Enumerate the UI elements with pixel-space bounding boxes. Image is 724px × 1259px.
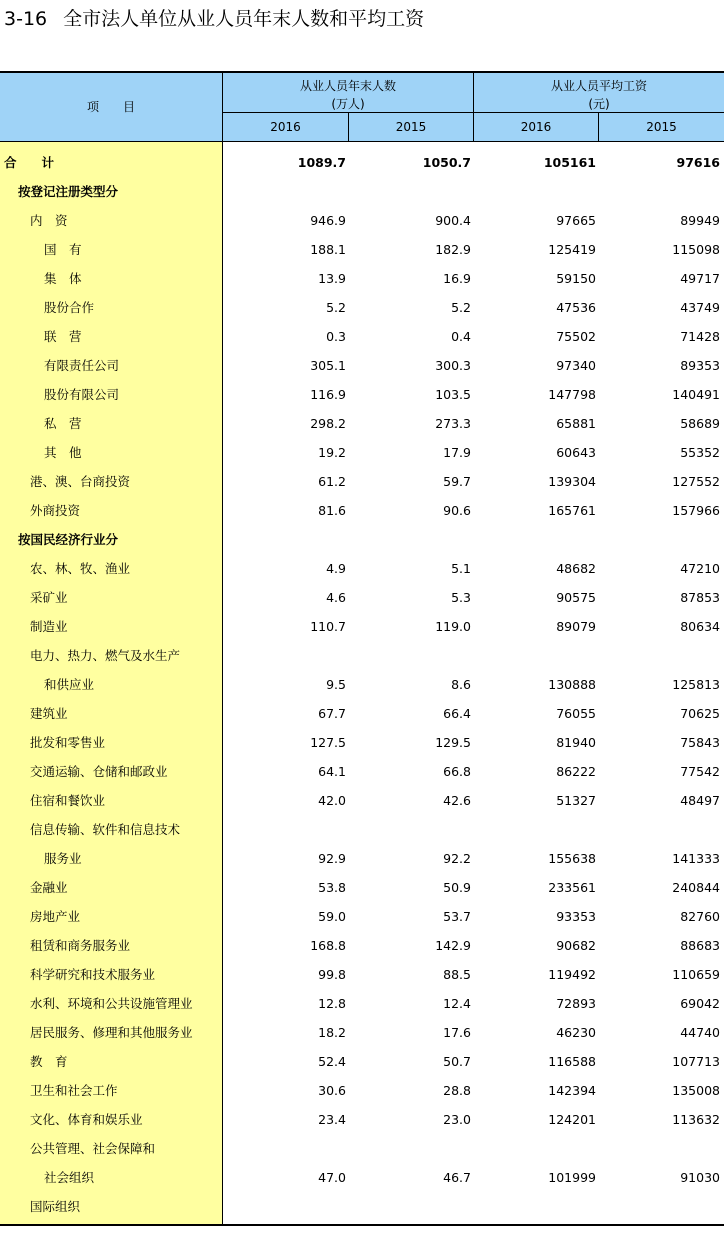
employees-2016-cell: 92.9 bbox=[318, 851, 346, 866]
header-divider bbox=[222, 73, 223, 141]
employees-2015-cell: 129.5 bbox=[435, 735, 471, 750]
wage-2015-cell: 125813 bbox=[672, 677, 720, 692]
table-row bbox=[0, 351, 724, 380]
row-label: 农、林、牧、渔业 bbox=[30, 561, 131, 576]
employees-2016-cell: 188.1 bbox=[310, 242, 346, 257]
employees-2016-cell: 305.1 bbox=[310, 358, 346, 373]
employees-2016-cell: 4.6 bbox=[326, 590, 346, 605]
employees-2016-cell: 116.9 bbox=[310, 387, 346, 402]
table-row bbox=[0, 815, 724, 844]
wage-2015-cell: 89353 bbox=[680, 358, 720, 373]
table-row bbox=[0, 293, 724, 322]
header-divider bbox=[348, 113, 349, 141]
employees-2016-cell: 99.8 bbox=[318, 967, 346, 982]
table-row bbox=[0, 1105, 724, 1134]
employees-2016-cell: 19.2 bbox=[318, 445, 346, 460]
wage-2016-cell: 116588 bbox=[548, 1054, 596, 1069]
wage-2015-cell: 135008 bbox=[672, 1083, 720, 1098]
row-label: 文化、体育和娱乐业 bbox=[30, 1112, 143, 1127]
table-row bbox=[0, 989, 724, 1018]
table-row bbox=[0, 380, 724, 409]
wage-2016-cell: 93353 bbox=[556, 909, 596, 924]
employees-2016-cell: 0.3 bbox=[326, 329, 346, 344]
employees-2015-cell: 59.7 bbox=[443, 474, 471, 489]
table-row bbox=[0, 438, 724, 467]
employees-2015-cell: 5.2 bbox=[451, 300, 471, 315]
row-label: 金融业 bbox=[30, 880, 68, 895]
table-row bbox=[0, 467, 724, 496]
employees-2016-cell: 59.0 bbox=[318, 909, 346, 924]
employees-2015-cell: 273.3 bbox=[435, 416, 471, 431]
table-row bbox=[0, 641, 724, 670]
table-row bbox=[0, 757, 724, 786]
row-label: 采矿业 bbox=[30, 590, 68, 605]
row-label: 住宿和餐饮业 bbox=[30, 793, 106, 808]
table-row bbox=[0, 235, 724, 264]
row-label: 港、澳、台商投资 bbox=[30, 474, 131, 489]
employees-2015-cell: 50.7 bbox=[443, 1054, 471, 1069]
table-row bbox=[0, 1134, 724, 1163]
row-label: 有限责任公司 bbox=[44, 358, 120, 373]
wage-2016-cell: 147798 bbox=[548, 387, 596, 402]
employees-2015-cell: 53.7 bbox=[443, 909, 471, 924]
wage-2016-cell: 125419 bbox=[548, 242, 596, 257]
wage-2015-cell: 97616 bbox=[676, 155, 720, 170]
row-label: 合 计 bbox=[4, 155, 55, 170]
row-label: 股份合作 bbox=[44, 300, 95, 315]
employees-2015-cell: 8.6 bbox=[451, 677, 471, 692]
wage-2015-cell: 87853 bbox=[680, 590, 720, 605]
row-label: 信息传输、软件和信息技术 bbox=[30, 822, 181, 837]
employees-2015-cell: 142.9 bbox=[435, 938, 471, 953]
row-label: 公共管理、社会保障和 bbox=[30, 1141, 156, 1156]
employees-2016-cell: 9.5 bbox=[326, 677, 346, 692]
wage-2016-cell: 47536 bbox=[556, 300, 596, 315]
table-row bbox=[0, 525, 724, 554]
wage-2015-cell: 71428 bbox=[680, 329, 720, 344]
row-label: 教 育 bbox=[30, 1054, 68, 1069]
table-row bbox=[0, 1192, 724, 1221]
wage-2016-cell: 97665 bbox=[556, 213, 596, 228]
employees-2016-cell: 42.0 bbox=[318, 793, 346, 808]
header-divider bbox=[598, 113, 599, 141]
wage-unit: (元) bbox=[588, 97, 610, 111]
row-label: 房地产业 bbox=[30, 909, 81, 924]
wage-2016-cell: 101999 bbox=[548, 1170, 596, 1185]
wage-2016-cell: 155638 bbox=[548, 851, 596, 866]
table-row bbox=[0, 902, 724, 931]
wage-2016-cell: 76055 bbox=[556, 706, 596, 721]
wage-2016-cell: 233561 bbox=[548, 880, 596, 895]
employees-2015-cell: 90.6 bbox=[443, 503, 471, 518]
wage-2015-cell: 140491 bbox=[672, 387, 720, 402]
row-label: 内 资 bbox=[30, 213, 68, 228]
employees-2015-cell: 0.4 bbox=[451, 329, 471, 344]
employees-2016-cell: 13.9 bbox=[318, 271, 346, 286]
item-column-header: 项 目 bbox=[86, 100, 135, 114]
wage-2015-cell: 115098 bbox=[672, 242, 720, 257]
employees-2015-cell: 92.2 bbox=[443, 851, 471, 866]
employees-2016-cell: 5.2 bbox=[326, 300, 346, 315]
wage-2015-cell: 44740 bbox=[680, 1025, 720, 1040]
employees-2015-cell: 50.9 bbox=[443, 880, 471, 895]
year-header: 2015 bbox=[646, 120, 677, 134]
row-label: 和供应业 bbox=[44, 677, 95, 692]
wage-2015-cell: 77542 bbox=[680, 764, 720, 779]
table-row bbox=[0, 322, 724, 351]
employees-2016-cell: 18.2 bbox=[318, 1025, 346, 1040]
row-label: 水利、环境和公共设施管理业 bbox=[30, 996, 193, 1011]
employees-2015-cell: 23.0 bbox=[443, 1112, 471, 1127]
wage-2015-cell: 43749 bbox=[680, 300, 720, 315]
employees-2015-cell: 5.3 bbox=[451, 590, 471, 605]
employees-2016-cell: 30.6 bbox=[318, 1083, 346, 1098]
wage-2015-cell: 47210 bbox=[680, 561, 720, 576]
wage-2015-cell: 113632 bbox=[672, 1112, 720, 1127]
wage-2016-cell: 119492 bbox=[548, 967, 596, 982]
wage-2015-cell: 49717 bbox=[680, 271, 720, 286]
table-row bbox=[0, 554, 724, 583]
employees-2016-cell: 946.9 bbox=[310, 213, 346, 228]
table-title: 全市法人单位从业人员年末人数和平均工资 bbox=[63, 8, 425, 30]
row-label: 外商投资 bbox=[30, 503, 81, 518]
wage-2015-cell: 58689 bbox=[680, 416, 720, 431]
wage-2015-cell: 107713 bbox=[672, 1054, 720, 1069]
table-row bbox=[0, 931, 724, 960]
wage-2015-cell: 127552 bbox=[672, 474, 720, 489]
wage-2016-cell: 97340 bbox=[556, 358, 596, 373]
wage-2016-cell: 130888 bbox=[548, 677, 596, 692]
wage-2016-cell: 65881 bbox=[556, 416, 596, 431]
wage-2015-cell: 157966 bbox=[672, 503, 720, 518]
row-label: 制造业 bbox=[30, 619, 68, 634]
employees-2015-cell: 46.7 bbox=[443, 1170, 471, 1185]
wage-2015-cell: 69042 bbox=[680, 996, 720, 1011]
year-header: 2015 bbox=[395, 120, 427, 134]
year-header: 2016 bbox=[270, 120, 301, 134]
table-row bbox=[0, 496, 724, 525]
employees-2015-cell: 17.6 bbox=[443, 1025, 471, 1040]
employees-2015-cell: 66.4 bbox=[443, 706, 471, 721]
row-label: 交通运输、仓储和邮政业 bbox=[30, 764, 168, 779]
wage-2016-cell: 89079 bbox=[556, 619, 596, 634]
table-row bbox=[0, 1076, 724, 1105]
employees-2015-cell: 66.8 bbox=[443, 764, 471, 779]
table-row bbox=[0, 264, 724, 293]
row-label: 股份有限公司 bbox=[44, 387, 120, 402]
row-label: 集 体 bbox=[44, 271, 82, 286]
row-label: 私 营 bbox=[44, 416, 82, 431]
wage-2016-cell: 139304 bbox=[548, 474, 596, 489]
employees-2016-cell: 52.4 bbox=[318, 1054, 346, 1069]
employees-2015-cell: 88.5 bbox=[443, 967, 471, 982]
employees-2015-cell: 17.9 bbox=[443, 445, 471, 460]
row-label: 租赁和商务服务业 bbox=[30, 938, 131, 953]
employees-2015-cell: 16.9 bbox=[443, 271, 471, 286]
wage-2015-cell: 240844 bbox=[672, 880, 720, 895]
wage-2015-cell: 70625 bbox=[680, 706, 720, 721]
wage-2016-cell: 124201 bbox=[548, 1112, 596, 1127]
wage-2016-cell: 75502 bbox=[556, 329, 596, 344]
row-label: 卫生和社会工作 bbox=[30, 1083, 118, 1098]
header-divider bbox=[473, 73, 474, 141]
row-label: 服务业 bbox=[44, 851, 82, 866]
page-title bbox=[4, 4, 424, 34]
wage-2016-cell: 59150 bbox=[556, 271, 596, 286]
wage-2015-cell: 110659 bbox=[672, 967, 720, 982]
row-label: 社会组织 bbox=[44, 1170, 95, 1185]
table-row bbox=[0, 409, 724, 438]
wage-2016-cell: 72893 bbox=[556, 996, 596, 1011]
wage-2015-cell: 141333 bbox=[672, 851, 720, 866]
employees-2015-cell: 1050.7 bbox=[422, 155, 471, 170]
row-label: 联 营 bbox=[44, 329, 82, 344]
employees-2016-cell: 168.8 bbox=[310, 938, 346, 953]
wage-group-header: 从业人员平均工资 bbox=[550, 79, 647, 93]
employees-2016-cell: 4.9 bbox=[326, 561, 346, 576]
table-bottom-rule bbox=[0, 1224, 724, 1226]
employees-unit: (万人) bbox=[331, 97, 365, 111]
table-row bbox=[0, 670, 724, 699]
employees-2016-cell: 1089.7 bbox=[297, 155, 346, 170]
table-row bbox=[0, 206, 724, 235]
table-row bbox=[0, 177, 724, 206]
table-row bbox=[0, 1163, 724, 1192]
table-row bbox=[0, 728, 724, 757]
employees-2016-cell: 12.8 bbox=[318, 996, 346, 1011]
table-number: 3-16 bbox=[4, 8, 48, 30]
wage-2016-cell: 90682 bbox=[556, 938, 596, 953]
employees-2015-cell: 28.8 bbox=[443, 1083, 471, 1098]
employees-2015-cell: 103.5 bbox=[435, 387, 471, 402]
wage-2016-cell: 105161 bbox=[543, 155, 596, 170]
employees-2016-cell: 81.6 bbox=[318, 503, 346, 518]
employees-2015-cell: 900.4 bbox=[435, 213, 471, 228]
table-row bbox=[0, 1047, 724, 1076]
table-header bbox=[0, 73, 724, 141]
employees-2016-cell: 23.4 bbox=[318, 1112, 346, 1127]
wage-2016-cell: 165761 bbox=[548, 503, 596, 518]
employees-2016-cell: 61.2 bbox=[318, 474, 346, 489]
table-row bbox=[0, 786, 724, 815]
employees-group-header: 从业人员年末人数 bbox=[299, 79, 396, 93]
row-label: 按登记注册类型分 bbox=[18, 184, 119, 199]
wage-2016-cell: 90575 bbox=[556, 590, 596, 605]
wage-2015-cell: 89949 bbox=[680, 213, 720, 228]
employees-2016-cell: 47.0 bbox=[318, 1170, 346, 1185]
wage-2016-cell: 48682 bbox=[556, 561, 596, 576]
wage-2016-cell: 60643 bbox=[556, 445, 596, 460]
employees-2016-cell: 64.1 bbox=[318, 764, 346, 779]
table-row bbox=[0, 873, 724, 902]
wage-2015-cell: 91030 bbox=[680, 1170, 720, 1185]
row-label: 电力、热力、燃气及水生产 bbox=[30, 648, 181, 663]
table-row bbox=[0, 960, 724, 989]
employees-2015-cell: 300.3 bbox=[435, 358, 471, 373]
wage-2016-cell: 142394 bbox=[548, 1083, 596, 1098]
table-row bbox=[0, 583, 724, 612]
row-label: 居民服务、修理和其他服务业 bbox=[30, 1025, 193, 1040]
wage-2015-cell: 88683 bbox=[680, 938, 720, 953]
row-label: 科学研究和技术服务业 bbox=[30, 967, 156, 982]
employees-2015-cell: 12.4 bbox=[443, 996, 471, 1011]
employees-2016-cell: 298.2 bbox=[310, 416, 346, 431]
table-row bbox=[0, 612, 724, 641]
wage-2016-cell: 51327 bbox=[556, 793, 596, 808]
row-label: 建筑业 bbox=[30, 706, 68, 721]
year-header: 2016 bbox=[520, 120, 552, 134]
employees-2015-cell: 5.1 bbox=[451, 561, 471, 576]
wage-2015-cell: 80634 bbox=[680, 619, 720, 634]
row-label: 国际组织 bbox=[30, 1199, 81, 1214]
header-divider bbox=[222, 112, 724, 113]
wage-2016-cell: 86222 bbox=[556, 764, 596, 779]
row-label: 其 他 bbox=[44, 445, 82, 460]
wage-2015-cell: 55352 bbox=[680, 445, 720, 460]
wage-2015-cell: 48497 bbox=[680, 793, 720, 808]
employees-2016-cell: 127.5 bbox=[310, 735, 346, 750]
wage-2015-cell: 82760 bbox=[680, 909, 720, 924]
row-label: 国 有 bbox=[44, 242, 82, 257]
table-row bbox=[0, 148, 724, 177]
table-row bbox=[0, 1018, 724, 1047]
row-label: 按国民经济行业分 bbox=[18, 532, 119, 547]
employees-2015-cell: 42.6 bbox=[443, 793, 471, 808]
wage-2016-cell: 81940 bbox=[556, 735, 596, 750]
employees-2016-cell: 67.7 bbox=[318, 706, 346, 721]
employees-2015-cell: 119.0 bbox=[435, 619, 471, 634]
wage-2015-cell: 75843 bbox=[680, 735, 720, 750]
table-row bbox=[0, 844, 724, 873]
row-label: 批发和零售业 bbox=[30, 735, 106, 750]
table-row bbox=[0, 699, 724, 728]
employees-2016-cell: 53.8 bbox=[318, 880, 346, 895]
wage-2016-cell: 46230 bbox=[556, 1025, 596, 1040]
employees-2015-cell: 182.9 bbox=[435, 242, 471, 257]
employees-2016-cell: 110.7 bbox=[310, 619, 346, 634]
